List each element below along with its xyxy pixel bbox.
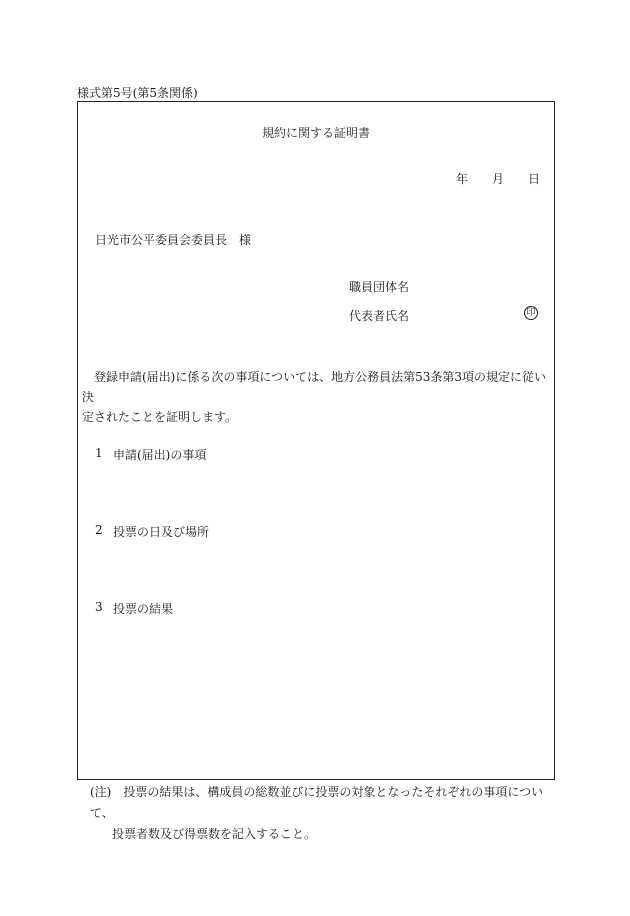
organization-label: 職員団体名 <box>349 280 410 294</box>
footnote-line-2: 投票者数及び得票数を記入すること。 <box>112 827 317 841</box>
item-2-label: 投票の日及び場所 <box>113 525 210 539</box>
item-1-number: 1 <box>95 446 103 460</box>
date-year: 年 <box>456 172 469 186</box>
addressee: 日光市公平委員会委員長 様 <box>95 233 252 247</box>
item-3-number: 3 <box>95 600 103 614</box>
date-day: 日 <box>528 172 541 186</box>
footnote <box>90 782 560 845</box>
item-2-number: 2 <box>95 523 103 537</box>
statement-line-1: 登録申請(届出)に係る次の事項については、地方公務員法第53条第3項の規定に従い決 <box>82 370 547 404</box>
seal-icon: 印 <box>524 306 538 320</box>
statement-line-2: 定されたことを証明します。 <box>82 410 238 424</box>
representative-label: 代表者氏名 <box>349 309 410 323</box>
certificate-frame <box>77 101 555 780</box>
date-month: 月 <box>492 172 505 186</box>
footnote-line-1: (注) 投票の結果は、構成員の総数並びに投票の対象となったそれぞれの事項について、 <box>90 785 544 820</box>
form-number: 様式第5号(第5条関係) <box>77 86 198 100</box>
item-1-label: 申請(届出)の事項 <box>113 448 207 462</box>
certification-statement <box>82 367 552 427</box>
document-title: 規約に関する証明書 <box>262 126 371 140</box>
item-3-label: 投票の結果 <box>113 602 174 616</box>
